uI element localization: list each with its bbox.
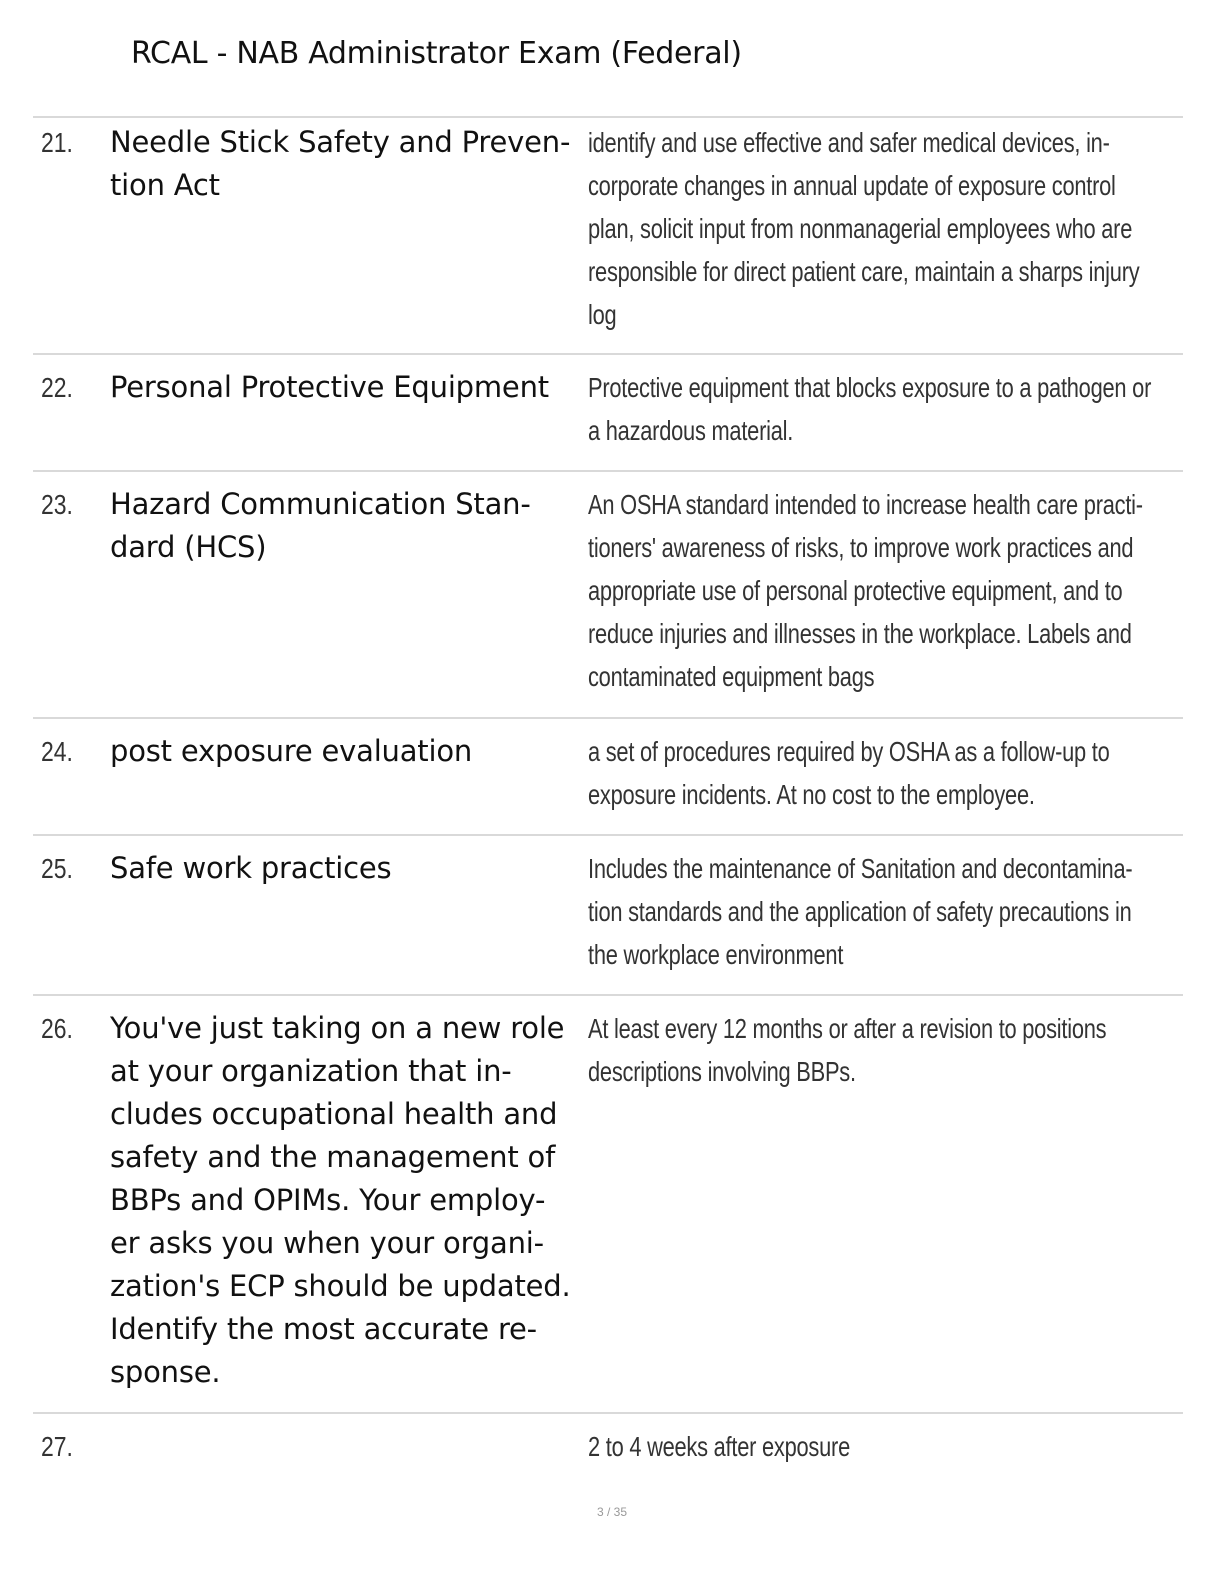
- page-indicator: 3 / 35: [596, 1505, 628, 1519]
- card-term: Hazard Communication Stan- dard (HCS): [110, 487, 531, 564]
- card-26: [33, 996, 1183, 1412]
- card-term: Needle Stick Safety and Preven- tion Act: [110, 125, 571, 202]
- card-number: 27.: [41, 1431, 73, 1462]
- card-25: [33, 836, 1183, 994]
- card-term: post exposure evaluation: [110, 734, 473, 768]
- flashcard-list: [33, 116, 1183, 1484]
- card-term: Safe work practices: [110, 851, 392, 885]
- card-definition: Protective equipment that blocks exposure to a pathogen or a hazardous material.: [588, 372, 1152, 446]
- card-term: Personal Protective Equipment: [110, 370, 549, 404]
- card-23: [33, 472, 1183, 717]
- card-definition: identify and use effective and safer medical devices, in- corporate changes in annual update of exposure control plan, solicit input from nonmanagerial employees who are responsible for direct patient care, maintain a sharps injury log: [588, 127, 1140, 330]
- card-number: 23.: [41, 489, 73, 520]
- card-definition: An OSHA standard intended to increase health care practi- tioners' awareness of risks, to improve work practices and appropriate use of personal protective equipment, and to reduce injuries and illnesses in the workplace. Labels and contaminated equipment bags: [588, 489, 1143, 692]
- card-definition: Includes the maintenance of Sanitation and decontamina- tion standards and the application of safety precautions in the workplace environment: [588, 853, 1133, 970]
- card-22: [33, 355, 1183, 470]
- card-number: 21.: [41, 127, 73, 158]
- card-definition: At least every 12 months or after a revision to positions descriptions involving BBPs.: [588, 1013, 1107, 1087]
- card-number: 25.: [41, 853, 73, 884]
- card-definition: a set of procedures required by OSHA as a follow-up to exposure incidents. At no cost to the employee.: [588, 736, 1110, 810]
- card-number: 26.: [41, 1013, 73, 1044]
- card-21: [33, 118, 1183, 353]
- card-term: You've just taking on a new role at your organization that in- cludes occupational health and safety and the management of BBPs and OPIMs. Your employ- er asks you when your organi- zation's ECP should be updated. Identify the most accurate re- sponse.: [110, 1011, 571, 1389]
- card-27: [33, 1414, 1183, 1484]
- document-title: RCAL - NAB Administrator Exam (Federal): [131, 36, 742, 71]
- card-number: 24.: [41, 736, 73, 767]
- card-24: [33, 719, 1183, 834]
- card-definition: 2 to 4 weeks after exposure: [588, 1431, 850, 1462]
- card-number: 22.: [41, 372, 73, 403]
